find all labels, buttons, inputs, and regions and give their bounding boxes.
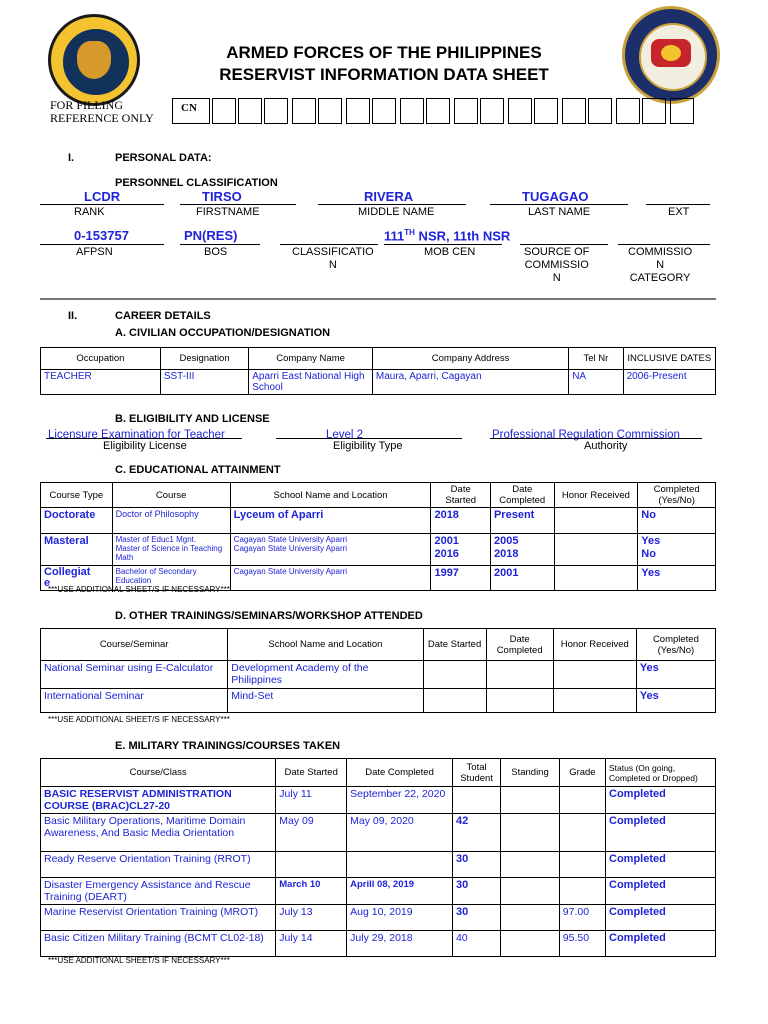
table-cell: Completed bbox=[606, 814, 716, 852]
ext-underline bbox=[646, 204, 710, 205]
cn-digit-box[interactable] bbox=[318, 98, 342, 124]
table-cell: Ready Reserve Orientation Training (RROT) bbox=[41, 852, 276, 878]
section-1-number: I. bbox=[68, 152, 75, 164]
section-1-heading: PERSONAL DATA: bbox=[115, 152, 212, 164]
table-cell: NA bbox=[569, 370, 623, 395]
eligibility-license-underline bbox=[46, 438, 242, 439]
table-cell: TEACHER bbox=[41, 370, 161, 395]
table-row bbox=[41, 852, 716, 878]
cn-digit-box[interactable] bbox=[372, 98, 396, 124]
table-cell: Basic Citizen Military Training (BCMT CL02-18) bbox=[41, 931, 276, 957]
table-cell bbox=[553, 689, 636, 713]
table-row bbox=[41, 814, 716, 852]
table-cell: Completed bbox=[606, 787, 716, 814]
table-cell: May 09, 2020 bbox=[347, 814, 453, 852]
rank-value[interactable]: LCDR bbox=[84, 189, 121, 204]
table-cell: Completed bbox=[606, 905, 716, 931]
cn-digit-box[interactable] bbox=[670, 98, 694, 124]
military-header: Grade bbox=[559, 759, 605, 787]
table-cell bbox=[486, 661, 553, 689]
table-cell: Mind-Set bbox=[228, 689, 423, 713]
cn-digit-box[interactable] bbox=[238, 98, 262, 124]
table-cell: July 29, 2018 bbox=[347, 931, 453, 957]
table-cell: July 13 bbox=[276, 905, 347, 931]
military-heading: E. MILITARY TRAININGS/COURSES TAKEN bbox=[115, 740, 341, 752]
civilian-header: Company Address bbox=[372, 348, 568, 370]
table-cell bbox=[501, 878, 560, 905]
table-cell bbox=[559, 878, 605, 905]
middlename-underline bbox=[318, 204, 466, 205]
source-underline bbox=[520, 244, 608, 245]
education-header: Completed (Yes/No) bbox=[638, 483, 716, 508]
cn-digit-box[interactable] bbox=[346, 98, 370, 124]
table-cell bbox=[276, 852, 347, 878]
afpsn-underline bbox=[40, 244, 164, 245]
eligibility-heading: B. ELIGIBILITY AND LICENSE bbox=[115, 413, 270, 425]
table-cell: 97.00 bbox=[559, 905, 605, 931]
section-divider bbox=[40, 298, 716, 300]
cn-box[interactable] bbox=[172, 98, 210, 124]
military-header: Standing bbox=[501, 759, 560, 787]
source-label-1: SOURCE OF bbox=[524, 246, 590, 258]
cn-digit-box[interactable] bbox=[588, 98, 612, 124]
table-cell bbox=[559, 787, 605, 814]
table-cell bbox=[553, 661, 636, 689]
table-cell: Completed bbox=[606, 931, 716, 957]
firstname-label: FIRSTNAME bbox=[196, 206, 260, 218]
table-cell: Yes bbox=[636, 661, 715, 689]
table-cell: BASIC RESERVIST ADMINISTRATION COURSE (BRAC)CL27-20 bbox=[41, 787, 276, 814]
eligibility-type-value[interactable]: Level 2 bbox=[326, 429, 364, 441]
table-cell bbox=[554, 508, 638, 534]
table-cell: 2001 bbox=[490, 566, 554, 591]
table-row bbox=[41, 905, 716, 931]
table-row bbox=[41, 370, 716, 395]
table-row bbox=[41, 931, 716, 957]
trainings-heading: D. OTHER TRAININGS/SEMINARS/WORKSHOP ATTENDED bbox=[115, 610, 423, 622]
table-cell: 1997 bbox=[431, 566, 491, 591]
trainings-header: Honor Received bbox=[553, 629, 636, 661]
table-cell bbox=[501, 814, 560, 852]
civilian-header: Designation bbox=[160, 348, 248, 370]
mobcen-value[interactable]: 111TH NSR, 11th NSR bbox=[384, 228, 511, 244]
section-2-number: II. bbox=[68, 310, 78, 322]
table-cell: 2005 2018 bbox=[490, 534, 554, 566]
trainings-header: Date Completed bbox=[486, 629, 553, 661]
firstname-value[interactable]: TIRSO bbox=[202, 189, 242, 204]
military-header: Date Started bbox=[276, 759, 347, 787]
table-cell bbox=[486, 689, 553, 713]
civilian-header: Company Name bbox=[249, 348, 373, 370]
afpsn-label: AFPSN bbox=[76, 246, 113, 258]
education-heading: C. EDUCATIONAL ATTAINMENT bbox=[115, 464, 281, 476]
table-cell: Doctor of Philosophy bbox=[112, 508, 230, 534]
eligibility-type-underline bbox=[276, 438, 462, 439]
table-cell bbox=[501, 852, 560, 878]
education-header: Date Completed bbox=[490, 483, 554, 508]
table-cell: Lyceum of Aparri bbox=[230, 508, 431, 534]
cn-label: CN bbox=[181, 102, 197, 114]
table-cell bbox=[423, 689, 486, 713]
table-cell: Completed bbox=[606, 878, 716, 905]
table-cell: May 09 bbox=[276, 814, 347, 852]
classification-underline bbox=[280, 244, 378, 245]
commission-label-3: CATEGORY bbox=[629, 272, 691, 284]
table-cell bbox=[347, 852, 453, 878]
bos-underline bbox=[180, 244, 260, 245]
cn-digit-box[interactable] bbox=[212, 98, 236, 124]
table-cell: SST-III bbox=[160, 370, 248, 395]
table-cell: Disaster Emergency Assistance and Rescue Training (DEART) bbox=[41, 878, 276, 905]
lastname-value[interactable]: TUGAGAO bbox=[522, 189, 589, 204]
table-cell: Aug 10, 2019 bbox=[347, 905, 453, 931]
commission-label-1: COMMISSIO bbox=[628, 246, 693, 258]
education-table bbox=[40, 482, 716, 591]
cn-digit-box[interactable] bbox=[400, 98, 424, 124]
cn-digit-box[interactable] bbox=[642, 98, 666, 124]
military-header: Status (On going, Completed or Dropped) bbox=[606, 759, 716, 787]
table-cell: 2001 2016 bbox=[431, 534, 491, 566]
table-cell: 30 bbox=[452, 878, 500, 905]
table-cell bbox=[554, 534, 638, 566]
table-cell: 30 bbox=[452, 852, 500, 878]
table-cell: Development Academy of the Philippines bbox=[228, 661, 423, 689]
section-2-heading: CAREER DETAILS bbox=[115, 310, 211, 322]
military-header: Date Completed bbox=[347, 759, 453, 787]
eligibility-authority-underline bbox=[490, 438, 702, 439]
eligibility-authority-label: Authority bbox=[584, 440, 628, 452]
trainings-header: Date Started bbox=[423, 629, 486, 661]
table-cell: Masteral bbox=[41, 534, 113, 566]
cn-digit-box[interactable] bbox=[426, 98, 450, 124]
table-cell: 42 bbox=[452, 814, 500, 852]
table-cell: Collegiat e bbox=[41, 566, 113, 591]
table-cell bbox=[452, 787, 500, 814]
rank-underline bbox=[40, 204, 164, 205]
lastname-label: LAST NAME bbox=[528, 206, 591, 218]
table-cell: 95.50 bbox=[559, 931, 605, 957]
table-cell: March 10 bbox=[276, 878, 347, 905]
cn-digit-box[interactable] bbox=[562, 98, 586, 124]
table-cell: Basic Military Operations, Maritime Domain Awareness, And Basic Media Orientation bbox=[41, 814, 276, 852]
mobcen-label: MOB CEN bbox=[424, 246, 476, 258]
table-cell: No bbox=[638, 508, 716, 534]
mobcen-underline bbox=[384, 244, 502, 245]
table-cell: Yes No bbox=[638, 534, 716, 566]
afpsn-value[interactable]: 0-153757 bbox=[74, 228, 129, 243]
civilian-heading: A. CIVILIAN OCCUPATION/DESIGNATION bbox=[115, 327, 331, 339]
cn-digit-box[interactable] bbox=[480, 98, 504, 124]
eligibility-type-label: Eligibility Type bbox=[333, 440, 403, 452]
table-cell: Present bbox=[490, 508, 554, 534]
table-cell: September 22, 2020 bbox=[347, 787, 453, 814]
military-header: Course/Class bbox=[41, 759, 276, 787]
table-row bbox=[41, 689, 716, 713]
source-label-3: N bbox=[552, 272, 561, 284]
cn-digit-box[interactable] bbox=[616, 98, 640, 124]
bos-label: BOS bbox=[204, 246, 228, 258]
military-header: Total Student bbox=[452, 759, 500, 787]
table-cell: National Seminar using E-Calculator bbox=[41, 661, 228, 689]
table-cell bbox=[559, 814, 605, 852]
education-header: Date Started bbox=[431, 483, 491, 508]
cn-digit-box[interactable] bbox=[534, 98, 558, 124]
additional-sheet-note: ***USE ADDITIONAL SHEET/S IF NECESSARY*** bbox=[48, 956, 230, 965]
table-row bbox=[41, 508, 716, 534]
firstname-underline bbox=[180, 204, 296, 205]
education-header: Course Type bbox=[41, 483, 113, 508]
table-cell: Aparri East National High School bbox=[249, 370, 373, 395]
table-cell: Yes bbox=[636, 689, 715, 713]
table-cell: International Seminar bbox=[41, 689, 228, 713]
table-row bbox=[41, 661, 716, 689]
table-cell: Master of Educ1 Mgnt. Master of Science in Teaching Math bbox=[112, 534, 230, 566]
table-cell bbox=[501, 931, 560, 957]
commission-underline bbox=[618, 244, 710, 245]
middlename-label: MIDDLE NAME bbox=[358, 206, 435, 218]
table-cell bbox=[501, 787, 560, 814]
cn-digit-box[interactable] bbox=[508, 98, 532, 124]
trainings-header: Course/Seminar bbox=[41, 629, 228, 661]
civilian-header: Tel Nr bbox=[569, 348, 623, 370]
rank-label: RANK bbox=[74, 206, 105, 218]
civilian-header: Occupation bbox=[41, 348, 161, 370]
classification-label-1: CLASSIFICATIO bbox=[292, 246, 374, 258]
table-cell bbox=[554, 566, 638, 591]
additional-sheet-note: ***USE ADDITIONAL SHEET/S IF NECESSARY*** bbox=[48, 585, 230, 594]
bos-value[interactable]: PN(RES) bbox=[184, 228, 238, 243]
table-cell bbox=[423, 661, 486, 689]
cn-digit-box[interactable] bbox=[292, 98, 316, 124]
civilian-header: INCLUSIVE DATES bbox=[623, 348, 715, 370]
table-cell: 30 bbox=[452, 905, 500, 931]
table-cell: Cagayan State University Aparri Cagayan State University Aparri bbox=[230, 534, 431, 566]
table-cell: 2006-Present bbox=[623, 370, 715, 395]
trainings-header: School Name and Location bbox=[228, 629, 423, 661]
table-cell: Marine Reservist Orientation Training (MROT) bbox=[41, 905, 276, 931]
eligibility-license-label: Eligibility License bbox=[103, 440, 187, 452]
civilian-table bbox=[40, 347, 716, 395]
table-cell: July 11 bbox=[276, 787, 347, 814]
table-cell: Cagayan State University Aparri bbox=[230, 566, 431, 591]
trainings-header: Completed (Yes/No) bbox=[636, 629, 715, 661]
cn-digit-box[interactable] bbox=[454, 98, 478, 124]
table-cell: Doctorate bbox=[41, 508, 113, 534]
document-title-line2: RESERVIST INFORMATION DATA SHEET bbox=[219, 65, 549, 84]
table-cell: Bachelor of Secondary Education bbox=[112, 566, 230, 591]
eligibility-authority-value[interactable]: Professional Regulation Commission bbox=[492, 429, 680, 441]
classification-label-2: N bbox=[328, 259, 337, 271]
filling-label-1: FOR FILLING bbox=[50, 98, 124, 112]
source-label-2: COMMISSIO bbox=[524, 259, 589, 271]
additional-sheet-note: ***USE ADDITIONAL SHEET/S IF NECESSARY*** bbox=[48, 715, 230, 724]
education-header: Course bbox=[112, 483, 230, 508]
table-row bbox=[41, 534, 716, 566]
table-row bbox=[41, 878, 716, 905]
commission-label-2: N bbox=[656, 259, 665, 271]
education-header: School Name and Location bbox=[230, 483, 431, 508]
document-title-line1: ARMED FORCES OF THE PHILIPPINES bbox=[226, 43, 542, 62]
table-cell: 2018 bbox=[431, 508, 491, 534]
table-cell: Yes bbox=[638, 566, 716, 591]
cn-digit-box[interactable] bbox=[264, 98, 288, 124]
ext-label: EXT bbox=[668, 206, 690, 218]
table-cell: July 14 bbox=[276, 931, 347, 957]
military-table bbox=[40, 758, 716, 957]
table-cell: Maura, Aparri, Cagayan bbox=[372, 370, 568, 395]
table-cell: 40 bbox=[452, 931, 500, 957]
education-header: Honor Received bbox=[554, 483, 638, 508]
table-cell: Aprill 08, 2019 bbox=[347, 878, 453, 905]
filling-label-2: REFERENCE ONLY bbox=[50, 111, 154, 125]
table-row bbox=[41, 787, 716, 814]
eligibility-license-value[interactable]: Licensure Examination for Teacher bbox=[48, 429, 225, 441]
table-cell: Completed bbox=[606, 852, 716, 878]
lastname-underline bbox=[490, 204, 628, 205]
middlename-value[interactable]: RIVERA bbox=[364, 189, 414, 204]
classification-heading: PERSONNEL CLASSIFICATION bbox=[115, 177, 278, 189]
table-cell bbox=[501, 905, 560, 931]
trainings-table bbox=[40, 628, 716, 713]
table-cell bbox=[559, 852, 605, 878]
